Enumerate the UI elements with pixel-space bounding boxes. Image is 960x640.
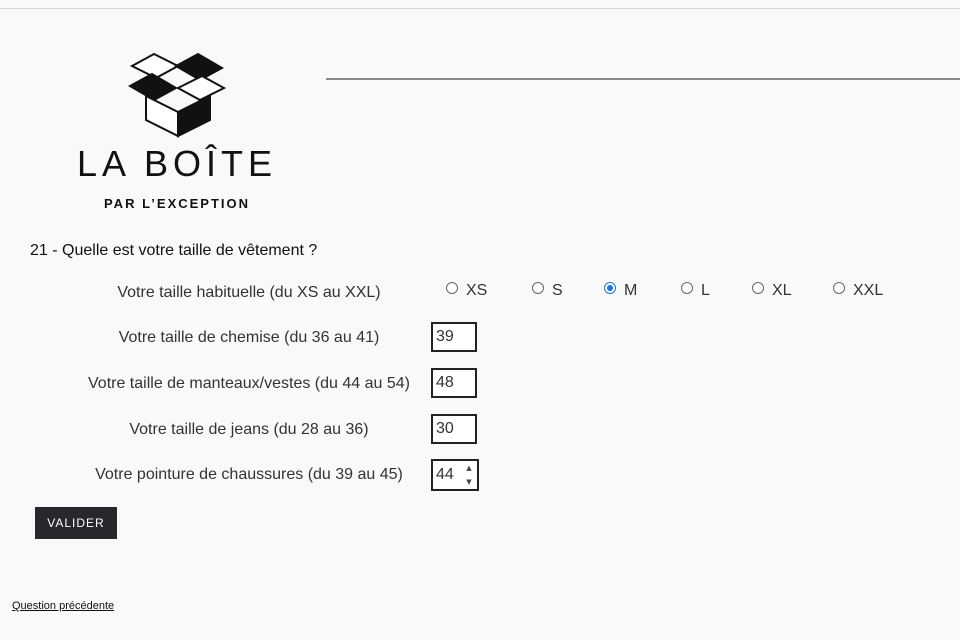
radio-xl-dot[interactable] [752, 282, 764, 294]
radio-m-label: M [624, 282, 638, 299]
previous-question-link[interactable]: Question précédente [12, 600, 115, 612]
radio-s-label: S [552, 282, 563, 299]
chevron-up-icon[interactable]: ▲ [466, 464, 472, 472]
radio-xs[interactable] [446, 282, 487, 300]
radio-xs-label: XS [466, 282, 488, 299]
header-divider [326, 78, 960, 80]
radio-xxl-label: XXL [853, 282, 884, 299]
radio-xl[interactable] [752, 282, 792, 300]
radio-xxl[interactable] [833, 282, 883, 300]
jeans-size-input[interactable] [431, 414, 477, 444]
radio-l-label: L [701, 282, 710, 299]
radio-xl-label: XL [772, 282, 792, 299]
top-border [0, 8, 960, 9]
label-taille-chemise: Votre taille de chemise (du 36 au 41) [118, 329, 380, 346]
radio-s-dot[interactable] [532, 282, 544, 294]
question-title: 21 - Quelle est votre taille de vêtement ? [30, 242, 318, 259]
radio-s[interactable] [532, 282, 563, 300]
brand-logo [52, 52, 302, 222]
radio-xs-dot[interactable] [446, 282, 458, 294]
radio-m-dot-selected[interactable] [604, 282, 616, 294]
label-pointure-chaussures: Votre pointure de chaussures (du 39 au 45) [95, 466, 403, 483]
label-taille-manteaux: Votre taille de manteaux/vestes (du 44 au 54) [88, 375, 410, 392]
radio-m[interactable] [604, 282, 637, 300]
brand-subtitle: PAR L’EXCEPTION [103, 196, 251, 211]
label-taille-habituelle: Votre taille habituelle (du XS au XXL) [117, 284, 381, 301]
valider-button[interactable]: VALIDER [35, 507, 117, 539]
chaussures-size-value[interactable]: 44 [436, 466, 454, 483]
radio-l-dot[interactable] [681, 282, 693, 294]
radio-l[interactable] [681, 282, 710, 300]
chaussures-size-stepper[interactable] [431, 459, 479, 491]
open-box-icon [128, 52, 226, 138]
brand-title: LA BOÎTE [76, 143, 278, 184]
chevron-down-icon[interactable]: ▼ [466, 478, 472, 486]
manteaux-size-input[interactable] [431, 368, 477, 398]
label-taille-jeans: Votre taille de jeans (du 28 au 36) [129, 421, 369, 438]
stepper-arrows[interactable] [465, 464, 473, 486]
radio-xxl-dot[interactable] [833, 282, 845, 294]
chemise-size-input[interactable] [431, 322, 477, 352]
